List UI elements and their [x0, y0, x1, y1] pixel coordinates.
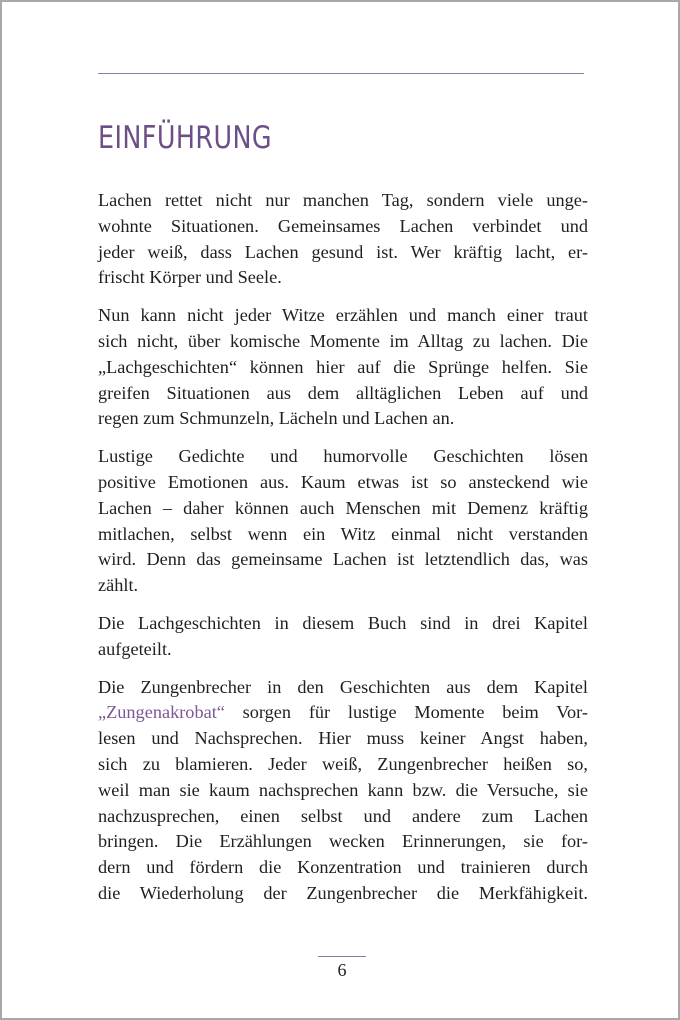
text-line-rest: sorgen für lustige Momente beim Vor-: [224, 702, 588, 723]
text-line: greifen Situationen aus dem alltäglichen Leben auf und: [98, 382, 588, 403]
paragraph-2: [98, 303, 588, 432]
text-line: wohnte Situationen. Gemeinsames Lachen verbindet und: [98, 215, 588, 236]
text-line: jeder weiß, dass Lachen gesund ist. Wer kräftig lacht, er-: [98, 241, 588, 262]
text-line: Nun kann nicht jeder Witze erzählen und manch einer traut: [98, 305, 588, 326]
text-line: die Wiederholung der Zungenbrecher die Merkfähigkeit.: [98, 882, 588, 903]
text-line: bringen. Die Erzählungen wecken Erinnerungen, sie for-: [98, 831, 588, 852]
text-line: regen zum Schmunzeln, Lächeln und Lachen an.: [98, 408, 455, 429]
text-line: lesen und Nachsprechen. Hier muss keiner Angst haben,: [98, 728, 588, 749]
page-number: 6: [337, 960, 347, 980]
paragraph-1: [98, 188, 588, 291]
text-line: wird. Denn das gemeinsame Lachen ist letztendlich das, was: [98, 549, 588, 570]
text-line: zählt.: [98, 575, 139, 596]
text-line: Lustige Gedichte und humorvolle Geschichten lösen: [98, 446, 588, 467]
paragraph-4: [98, 611, 588, 663]
chapter-link-zungenakrobat[interactable]: „Zungenakrobat“: [98, 702, 225, 723]
text-line: weil man sie kaum nachsprechen kann bzw. die Versuche, sie: [98, 779, 588, 800]
text-line: sich zu blamieren. Jeder weiß, Zungenbrecher heißen so,: [98, 753, 588, 774]
text-line: dern und fördern die Konzentration und trainieren durch: [98, 857, 588, 878]
chapter-heading: EINFÜHRUNG: [98, 120, 273, 156]
paragraph-3: [98, 444, 588, 599]
body-text: [98, 188, 588, 919]
text-line: sich nicht, über komische Momente im Alltag zu lachen. Die: [98, 330, 588, 351]
paragraph-5: [98, 675, 588, 907]
text-line: aufgeteilt.: [98, 638, 172, 659]
text-line: Lachen – daher können auch Menschen mit Demenz kräftig: [98, 497, 588, 518]
text-line: Die Zungenbrecher in den Geschichten aus dem Kapitel: [98, 676, 588, 697]
text-line-with-link: [98, 700, 588, 726]
top-divider: [98, 73, 584, 74]
text-line: nachzusprechen, einen selbst und andere zum Lachen: [98, 805, 588, 826]
text-line: frischt Körper und Seele.: [98, 267, 282, 288]
text-line: Die Lachgeschichten in diesem Buch sind in drei Kapitel: [98, 612, 588, 633]
text-line: mitlachen, selbst wenn ein Witz einmal nicht verstanden: [98, 523, 588, 544]
footer-divider: [318, 956, 366, 957]
text-line: „Lachgeschichten“ können hier auf die Sprünge helfen. Sie: [98, 356, 588, 377]
text-line: positive Emotionen aus. Kaum etwas ist so ansteckend wie: [98, 471, 588, 492]
text-line: Lachen rettet nicht nur manchen Tag, sondern viele unge-: [98, 190, 588, 210]
